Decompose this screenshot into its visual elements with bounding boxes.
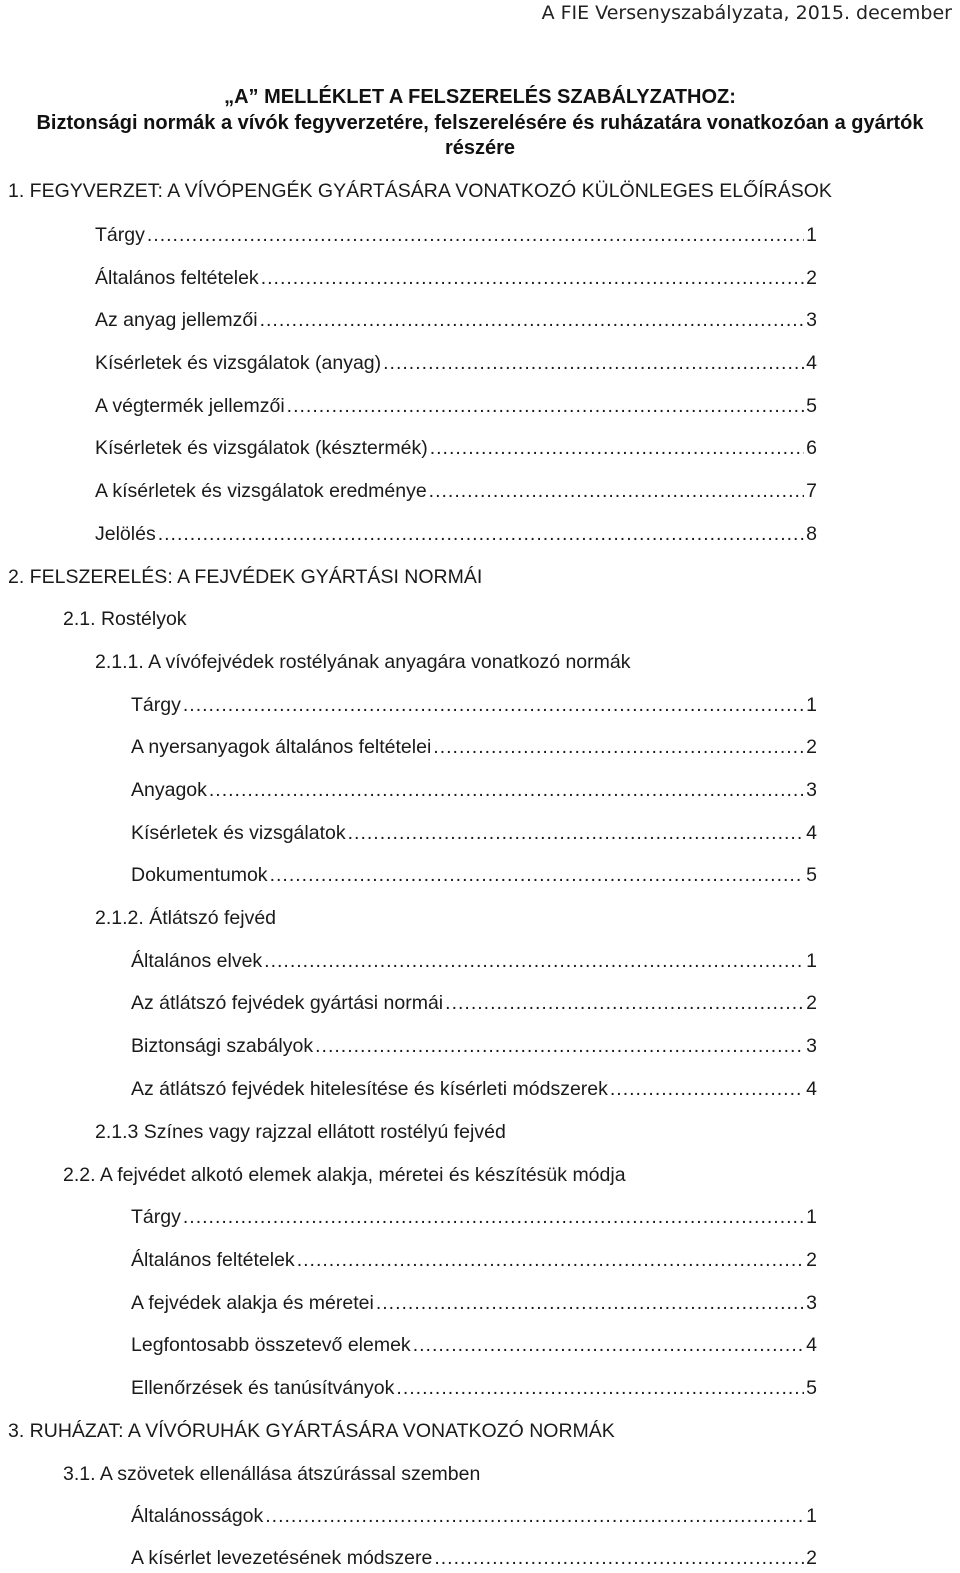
leader-dots xyxy=(261,263,804,293)
toc-entry-page: 8 xyxy=(806,523,817,545)
toc-entry-page: 4 xyxy=(806,352,817,374)
toc-heading-section-3: 3. RUHÁZAT: A VÍVÓRUHÁK GYÁRTÁSÁRA VONATKOZÓ NORMÁK xyxy=(8,1420,615,1442)
toc-entry-page: 2 xyxy=(806,1249,817,1271)
toc-entry-page: 1 xyxy=(806,1206,817,1228)
toc-entry[interactable] xyxy=(131,1330,817,1360)
leader-dots xyxy=(183,1202,804,1232)
toc-entry[interactable] xyxy=(131,988,817,1018)
toc-entry[interactable] xyxy=(131,1543,817,1573)
toc-entry-page: 5 xyxy=(806,864,817,886)
leader-dots xyxy=(270,860,805,890)
toc-entry[interactable] xyxy=(95,391,817,421)
toc-entry-page: 4 xyxy=(806,1078,817,1100)
toc-heading-2-1: 2.1. Rostélyok xyxy=(63,608,187,630)
toc-entry-page: 1 xyxy=(806,1505,817,1527)
toc-entry[interactable] xyxy=(131,1501,817,1531)
leader-dots xyxy=(287,391,804,421)
toc-entry-label: Tárgy xyxy=(95,224,145,246)
toc-entry-label: Ellenőrzések és tanúsítványok xyxy=(131,1377,395,1399)
toc-heading-2-1-1: 2.1.1. A vívófejvédek rostélyának anyagára vonatkozó normák xyxy=(95,651,631,673)
toc-entry-label: A fejvédek alakja és méretei xyxy=(131,1292,374,1314)
toc-entry-page: 5 xyxy=(806,1377,817,1399)
toc-heading-2-1-3: 2.1.3 Színes vagy rajzzal ellátott rostélyú fejvéd xyxy=(95,1121,506,1143)
toc-heading-2-2: 2.2. A fejvédet alkotó elemek alakja, méretei és készítésük módja xyxy=(63,1164,626,1186)
toc-entry-page: 4 xyxy=(806,822,817,844)
leader-dots xyxy=(433,732,804,762)
toc-entry-label: A kísérlet levezetésének módszere xyxy=(131,1547,433,1569)
toc-entry-page: 2 xyxy=(806,267,817,289)
toc-heading-2-1-2: 2.1.2. Átlátszó fejvéd xyxy=(95,907,277,929)
toc-entry-label: Tárgy xyxy=(131,1206,181,1228)
toc-entry-page: 7 xyxy=(806,480,817,502)
toc-entry-page: 5 xyxy=(806,395,817,417)
toc-entry[interactable] xyxy=(95,220,817,250)
leader-dots xyxy=(260,305,805,335)
toc-entry-label: Az átlátszó fejvédek hitelesítése és kísérleti módszerek xyxy=(131,1078,608,1100)
leader-dots xyxy=(434,1543,804,1573)
toc-entry-label: Általános elvek xyxy=(131,950,263,972)
leader-dots xyxy=(183,690,804,720)
running-header: A FIE Versenyszabályzata, 2015. december xyxy=(541,2,952,24)
toc-entry[interactable] xyxy=(131,1288,817,1318)
toc-entry-page: 3 xyxy=(806,1292,817,1314)
toc-heading-section-1: 1. FEGYVERZET: A VÍVÓPENGÉK GYÁRTÁSÁRA VONATKOZÓ KÜLÖNLEGES ELŐÍRÁSOK xyxy=(8,180,832,202)
toc-entry-label: Jelölés xyxy=(95,523,156,545)
toc-entry-page: 2 xyxy=(806,992,817,1014)
document-title-line-3: részére xyxy=(444,137,516,159)
document-title-line-1: „A” MELLÉKLET A FELSZERELÉS SZABÁLYZATHOZ: xyxy=(224,86,736,108)
toc-entry-page: 2 xyxy=(806,1547,817,1569)
leader-dots xyxy=(348,818,805,848)
toc-heading-section-2: 2. FELSZERELÉS: A FEJVÉDEK GYÁRTÁSI NORMÁI xyxy=(8,566,483,588)
toc-entry-label: Legfontosabb összetevő elemek xyxy=(131,1334,411,1356)
toc-entry[interactable] xyxy=(95,433,817,463)
leader-dots xyxy=(429,476,804,506)
toc-entry[interactable] xyxy=(131,946,817,976)
leader-dots xyxy=(445,988,804,1018)
toc-entry[interactable] xyxy=(131,775,817,805)
leader-dots xyxy=(610,1074,804,1104)
toc-entry[interactable] xyxy=(95,519,817,549)
toc-entry-page: 1 xyxy=(806,694,817,716)
toc-entry-page: 4 xyxy=(806,1334,817,1356)
toc-entry-label: Anyagok xyxy=(131,779,207,801)
toc-entry-label: Az anyag jellemzői xyxy=(95,309,258,331)
toc-entry-label: Tárgy xyxy=(131,694,181,716)
leader-dots xyxy=(147,220,804,250)
toc-entry-label: Biztonsági szabályok xyxy=(131,1035,314,1057)
toc-entry-page: 6 xyxy=(806,437,817,459)
toc-entry-label: Általános feltételek xyxy=(131,1249,295,1271)
toc-entry-page: 1 xyxy=(806,950,817,972)
toc-heading-3-1: 3.1. A szövetek ellenállása átszúrással szemben xyxy=(63,1463,481,1485)
toc-entry[interactable] xyxy=(95,476,817,506)
toc-entry-label: Kísérletek és vizsgálatok xyxy=(131,822,346,844)
toc-entry[interactable] xyxy=(131,1074,817,1104)
toc-entry[interactable] xyxy=(131,1245,817,1275)
toc-entry-label: A nyersanyagok általános feltételei xyxy=(131,736,432,758)
toc-entry[interactable] xyxy=(131,818,817,848)
toc-entry-page: 1 xyxy=(806,224,817,246)
leader-dots xyxy=(376,1288,804,1318)
leader-dots xyxy=(158,519,804,549)
toc-entry-page: 2 xyxy=(806,736,817,758)
leader-dots xyxy=(413,1330,804,1360)
leader-dots xyxy=(383,348,804,378)
toc-entry-label: Általános feltételek xyxy=(95,267,259,289)
leader-dots xyxy=(265,1501,804,1531)
leader-dots xyxy=(297,1245,804,1275)
toc-entry[interactable] xyxy=(131,1202,817,1232)
toc-entry[interactable] xyxy=(131,1031,817,1061)
toc-entry-label: Általánosságok xyxy=(131,1505,264,1527)
toc-entry[interactable] xyxy=(95,348,817,378)
toc-entry-page: 3 xyxy=(806,1035,817,1057)
toc-entry-page: 3 xyxy=(806,779,817,801)
toc-entry[interactable] xyxy=(131,860,817,890)
toc-entry[interactable] xyxy=(131,1373,817,1403)
toc-entry-label: A végtermék jellemzői xyxy=(95,395,285,417)
leader-dots xyxy=(209,775,804,805)
toc-entry[interactable] xyxy=(95,263,817,293)
toc-entry[interactable] xyxy=(131,690,817,720)
document-title-line-2: Biztonsági normák a vívók fegyverzetére, felszerelésére és ruházatára vonatkozóan a gyártók xyxy=(36,112,924,134)
leader-dots xyxy=(264,946,804,976)
toc-entry-label: Dokumentumok xyxy=(131,864,268,886)
toc-entry[interactable] xyxy=(131,732,817,762)
toc-entry-page: 3 xyxy=(806,309,817,331)
leader-dots xyxy=(430,433,804,463)
leader-dots xyxy=(396,1373,804,1403)
leader-dots xyxy=(315,1031,804,1061)
toc-entry-label: A kísérletek és vizsgálatok eredménye xyxy=(95,480,427,502)
toc-entry-label: Kísérletek és vizsgálatok (anyag) xyxy=(95,352,382,374)
toc-entry-label: Az átlátszó fejvédek gyártási normái xyxy=(131,992,444,1014)
toc-entry[interactable] xyxy=(95,305,817,335)
toc-entry-label: Kísérletek és vizsgálatok (késztermék) xyxy=(95,437,428,459)
